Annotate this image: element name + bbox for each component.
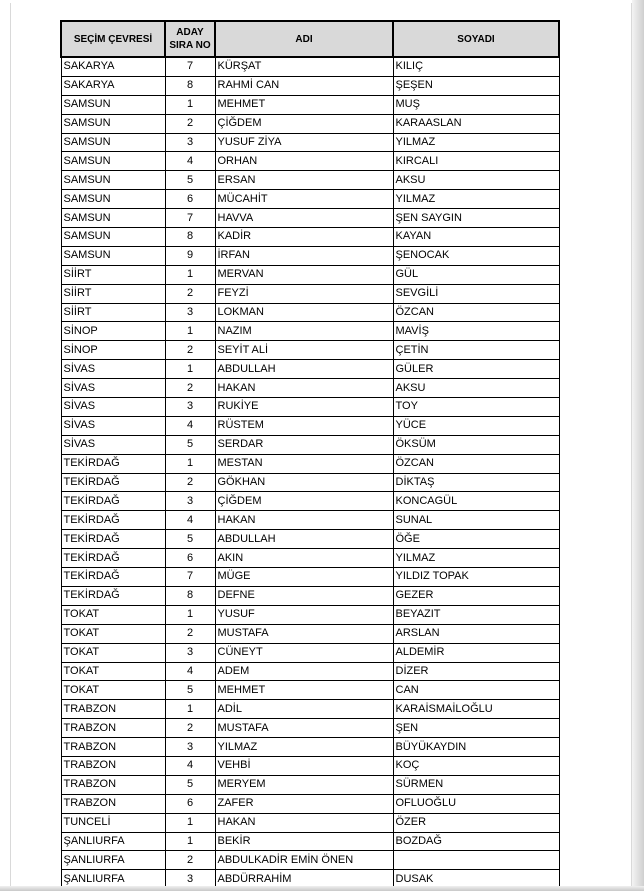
cell-district: TRABZON — [61, 700, 165, 719]
cell-order: 5 — [165, 775, 215, 794]
cell-surname: DİZER — [393, 662, 559, 681]
cell-order: 3 — [165, 738, 215, 757]
cell-district: ŞANLIURFA — [61, 870, 165, 889]
cell-surname: OFLUOĞLU — [393, 794, 559, 813]
table-row — [61, 662, 559, 681]
cell-district: TOKAT — [61, 662, 165, 681]
table-row — [61, 284, 559, 303]
table-row — [61, 454, 559, 473]
table-body — [61, 57, 559, 889]
header-order-line2: SIRA NO — [169, 40, 211, 51]
cell-district: TRABZON — [61, 719, 165, 738]
cell-district: TRABZON — [61, 775, 165, 794]
cell-surname: ÖZCAN — [393, 303, 559, 322]
table-row — [61, 190, 559, 209]
cell-name: MEHMET — [215, 681, 393, 700]
cell-order: 3 — [165, 303, 215, 322]
cell-district: TEKİRDAĞ — [61, 454, 165, 473]
header-order — [165, 21, 215, 57]
cell-order: 2 — [165, 114, 215, 133]
candidate-table — [60, 20, 560, 889]
cell-surname: MAVİŞ — [393, 322, 559, 341]
table-row — [61, 681, 559, 700]
cell-order: 1 — [165, 700, 215, 719]
cell-order: 7 — [165, 57, 215, 76]
cell-district: SAMSUN — [61, 152, 165, 171]
cell-name: ADEM — [215, 662, 393, 681]
table-row — [61, 756, 559, 775]
table-row — [61, 643, 559, 662]
cell-surname: ŞEN SAYGIN — [393, 209, 559, 228]
cell-surname: MUŞ — [393, 95, 559, 114]
cell-name: SEYİT ALİ — [215, 341, 393, 360]
cell-district: SAKARYA — [61, 57, 165, 76]
cell-order: 4 — [165, 662, 215, 681]
table-row — [61, 568, 559, 587]
cell-order: 4 — [165, 152, 215, 171]
cell-name: ORHAN — [215, 152, 393, 171]
table-row — [61, 435, 559, 454]
table-row — [61, 775, 559, 794]
cell-district: SİİRT — [61, 303, 165, 322]
cell-name: HAVVA — [215, 209, 393, 228]
cell-district: TEKİRDAĞ — [61, 549, 165, 568]
header-order-line1: ADAY — [176, 27, 204, 38]
cell-district: SİVAS — [61, 435, 165, 454]
cell-order: 3 — [165, 398, 215, 417]
cell-district: SAMSUN — [61, 190, 165, 209]
cell-district: SİVAS — [61, 398, 165, 417]
cell-surname: BÜYÜKAYDIN — [393, 738, 559, 757]
cell-name: ABDÜRRAHİM — [215, 870, 393, 889]
cell-order: 6 — [165, 794, 215, 813]
cell-order: 9 — [165, 246, 215, 265]
cell-name: MESTAN — [215, 454, 393, 473]
cell-name: HAKAN — [215, 511, 393, 530]
cell-surname: SUNAL — [393, 511, 559, 530]
cell-surname: BEYAZIT — [393, 605, 559, 624]
cell-district: TRABZON — [61, 756, 165, 775]
cell-name: VEHBİ — [215, 756, 393, 775]
cell-name: MUSTAFA — [215, 624, 393, 643]
cell-surname: YILMAZ — [393, 549, 559, 568]
table-row — [61, 133, 559, 152]
table-row — [61, 511, 559, 530]
cell-name: CÜNEYT — [215, 643, 393, 662]
cell-district: SİVAS — [61, 379, 165, 398]
cell-order: 6 — [165, 549, 215, 568]
cell-order: 7 — [165, 209, 215, 228]
cell-order: 4 — [165, 756, 215, 775]
cell-order: 3 — [165, 870, 215, 889]
cell-district: TEKİRDAĞ — [61, 586, 165, 605]
cell-district: SAMSUN — [61, 228, 165, 247]
cell-order: 1 — [165, 95, 215, 114]
cell-name: HAKAN — [215, 379, 393, 398]
cell-name: MERVAN — [215, 265, 393, 284]
cell-order: 3 — [165, 133, 215, 152]
cell-district: TRABZON — [61, 738, 165, 757]
cell-surname: DUSAK — [393, 870, 559, 889]
cell-surname: YILMAZ — [393, 190, 559, 209]
table-row — [61, 794, 559, 813]
cell-name: ÇİĞDEM — [215, 492, 393, 511]
cell-surname: AKSU — [393, 379, 559, 398]
cell-surname: YÜCE — [393, 416, 559, 435]
cell-order: 5 — [165, 435, 215, 454]
cell-name: ABDULLAH — [215, 360, 393, 379]
cell-surname: CAN — [393, 681, 559, 700]
cell-order: 2 — [165, 851, 215, 870]
cell-district: TOKAT — [61, 624, 165, 643]
cell-surname: ARSLAN — [393, 624, 559, 643]
cell-district: ŞANLIURFA — [61, 851, 165, 870]
cell-order: 5 — [165, 530, 215, 549]
cell-name: SERDAR — [215, 435, 393, 454]
cell-name: FEYZİ — [215, 284, 393, 303]
cell-surname: YILDIZ TOPAK — [393, 568, 559, 587]
table-row — [61, 76, 559, 95]
cell-name: YUSUF — [215, 605, 393, 624]
table-row — [61, 813, 559, 832]
cell-surname: YILMAZ — [393, 133, 559, 152]
cell-order: 8 — [165, 228, 215, 247]
cell-district: TEKİRDAĞ — [61, 511, 165, 530]
cell-order: 2 — [165, 379, 215, 398]
table-row — [61, 851, 559, 870]
cell-surname: GÜLER — [393, 360, 559, 379]
cell-order: 4 — [165, 416, 215, 435]
cell-name: BEKİR — [215, 832, 393, 851]
table-row — [61, 530, 559, 549]
cell-surname: TOY — [393, 398, 559, 417]
cell-surname: KONCAGÜL — [393, 492, 559, 511]
cell-name: YUSUF ZİYA — [215, 133, 393, 152]
page-shadow-bottom — [0, 886, 644, 891]
cell-order: 2 — [165, 719, 215, 738]
cell-district: SİVAS — [61, 416, 165, 435]
cell-district: TUNCELİ — [61, 813, 165, 832]
cell-district: TOKAT — [61, 681, 165, 700]
cell-surname: KARAİSMAİLOĞLU — [393, 700, 559, 719]
cell-district: SAMSUN — [61, 246, 165, 265]
cell-district: SİNOP — [61, 322, 165, 341]
header-name: ADI — [215, 21, 393, 57]
cell-surname: ŞEŞEN — [393, 76, 559, 95]
cell-surname: ÖZER — [393, 813, 559, 832]
cell-order: 8 — [165, 76, 215, 95]
cell-name: AKIN — [215, 549, 393, 568]
cell-order: 8 — [165, 586, 215, 605]
cell-name: ERSAN — [215, 171, 393, 190]
table-row — [61, 416, 559, 435]
cell-order: 2 — [165, 284, 215, 303]
cell-name: RÜSTEM — [215, 416, 393, 435]
cell-order: 1 — [165, 605, 215, 624]
table-row — [61, 152, 559, 171]
cell-surname: ÖĞE — [393, 530, 559, 549]
cell-surname: KAYAN — [393, 228, 559, 247]
cell-order: 6 — [165, 190, 215, 209]
cell-surname: SEVGİLİ — [393, 284, 559, 303]
cell-order: 1 — [165, 265, 215, 284]
table-row — [61, 341, 559, 360]
cell-surname: KILIÇ — [393, 57, 559, 76]
cell-district: SAMSUN — [61, 133, 165, 152]
cell-order: 4 — [165, 511, 215, 530]
cell-name: DEFNE — [215, 586, 393, 605]
cell-surname: ÖKSÜM — [393, 435, 559, 454]
cell-district: SAMSUN — [61, 114, 165, 133]
cell-district: TEKİRDAĞ — [61, 473, 165, 492]
cell-name: RUKİYE — [215, 398, 393, 417]
table-row — [61, 246, 559, 265]
table-row — [61, 398, 559, 417]
table-row — [61, 700, 559, 719]
cell-name: HAKAN — [215, 813, 393, 832]
table-row — [61, 492, 559, 511]
cell-district: TEKİRDAĞ — [61, 568, 165, 587]
table-row — [61, 379, 559, 398]
cell-surname: ŞEN — [393, 719, 559, 738]
cell-district: SAKARYA — [61, 76, 165, 95]
page-shadow-right — [632, 0, 644, 891]
table-row — [61, 95, 559, 114]
cell-name: ABDULKADİR EMİN ÖNEN — [215, 851, 393, 870]
cell-surname: ŞENOCAK — [393, 246, 559, 265]
cell-order: 3 — [165, 643, 215, 662]
table-header-row — [61, 21, 559, 57]
cell-order: 5 — [165, 681, 215, 700]
cell-order: 2 — [165, 624, 215, 643]
cell-district: SAMSUN — [61, 95, 165, 114]
cell-surname: GEZER — [393, 586, 559, 605]
cell-district: SAMSUN — [61, 171, 165, 190]
cell-order: 1 — [165, 813, 215, 832]
cell-district: SİİRT — [61, 284, 165, 303]
table-row — [61, 322, 559, 341]
cell-name: GÖKHAN — [215, 473, 393, 492]
header-surname: SOYADI — [393, 21, 559, 57]
cell-surname: ÖZCAN — [393, 454, 559, 473]
cell-surname: KARAASLAN — [393, 114, 559, 133]
cell-name: MÜGE — [215, 568, 393, 587]
cell-name: RAHMİ CAN — [215, 76, 393, 95]
table-row — [61, 265, 559, 284]
cell-surname: BOZDAĞ — [393, 832, 559, 851]
table-row — [61, 171, 559, 190]
table-row — [61, 228, 559, 247]
cell-order: 1 — [165, 360, 215, 379]
cell-surname: GÜL — [393, 265, 559, 284]
table-row — [61, 303, 559, 322]
table-row — [61, 605, 559, 624]
cell-name: MUSTAFA — [215, 719, 393, 738]
table-row — [61, 738, 559, 757]
cell-surname: ÇETİN — [393, 341, 559, 360]
cell-name: ADİL — [215, 700, 393, 719]
cell-surname: KOÇ — [393, 756, 559, 775]
cell-order: 1 — [165, 454, 215, 473]
cell-order: 2 — [165, 473, 215, 492]
cell-name: ZAFER — [215, 794, 393, 813]
cell-order: 1 — [165, 832, 215, 851]
cell-name: KÜRŞAT — [215, 57, 393, 76]
table-row — [61, 586, 559, 605]
cell-district: SİVAS — [61, 360, 165, 379]
table-row — [61, 114, 559, 133]
table-row — [61, 624, 559, 643]
cell-district: ŞANLIURFA — [61, 832, 165, 851]
cell-surname: ALDEMİR — [393, 643, 559, 662]
table-row — [61, 719, 559, 738]
cell-name: ABDULLAH — [215, 530, 393, 549]
cell-district: TEKİRDAĞ — [61, 530, 165, 549]
cell-order: 2 — [165, 341, 215, 360]
cell-name: LOKMAN — [215, 303, 393, 322]
cell-district: TRABZON — [61, 794, 165, 813]
cell-name: ÇİĞDEM — [215, 114, 393, 133]
table-row — [61, 549, 559, 568]
cell-name: İRFAN — [215, 246, 393, 265]
cell-name: NAZIM — [215, 322, 393, 341]
table-row — [61, 57, 559, 76]
cell-surname — [393, 851, 559, 870]
cell-surname: DİKTAŞ — [393, 473, 559, 492]
cell-district: TOKAT — [61, 643, 165, 662]
cell-name: MÜCAHİT — [215, 190, 393, 209]
table-row — [61, 209, 559, 228]
cell-order: 7 — [165, 568, 215, 587]
cell-district: SİİRT — [61, 265, 165, 284]
cell-surname: SÜRMEN — [393, 775, 559, 794]
cell-name: KADİR — [215, 228, 393, 247]
cell-district: TOKAT — [61, 605, 165, 624]
table-row — [61, 473, 559, 492]
header-district: SEÇİM ÇEVRESİ — [61, 21, 165, 57]
cell-surname: AKSU — [393, 171, 559, 190]
cell-district: TEKİRDAĞ — [61, 492, 165, 511]
cell-district: SAMSUN — [61, 209, 165, 228]
table-row — [61, 360, 559, 379]
table-row — [61, 832, 559, 851]
cell-order: 5 — [165, 171, 215, 190]
cell-name: MERYEM — [215, 775, 393, 794]
cell-name: MEHMET — [215, 95, 393, 114]
cell-surname: KIRCALI — [393, 152, 559, 171]
cell-order: 1 — [165, 322, 215, 341]
cell-district: SİNOP — [61, 341, 165, 360]
cell-name: YILMAZ — [215, 738, 393, 757]
cell-order: 3 — [165, 492, 215, 511]
